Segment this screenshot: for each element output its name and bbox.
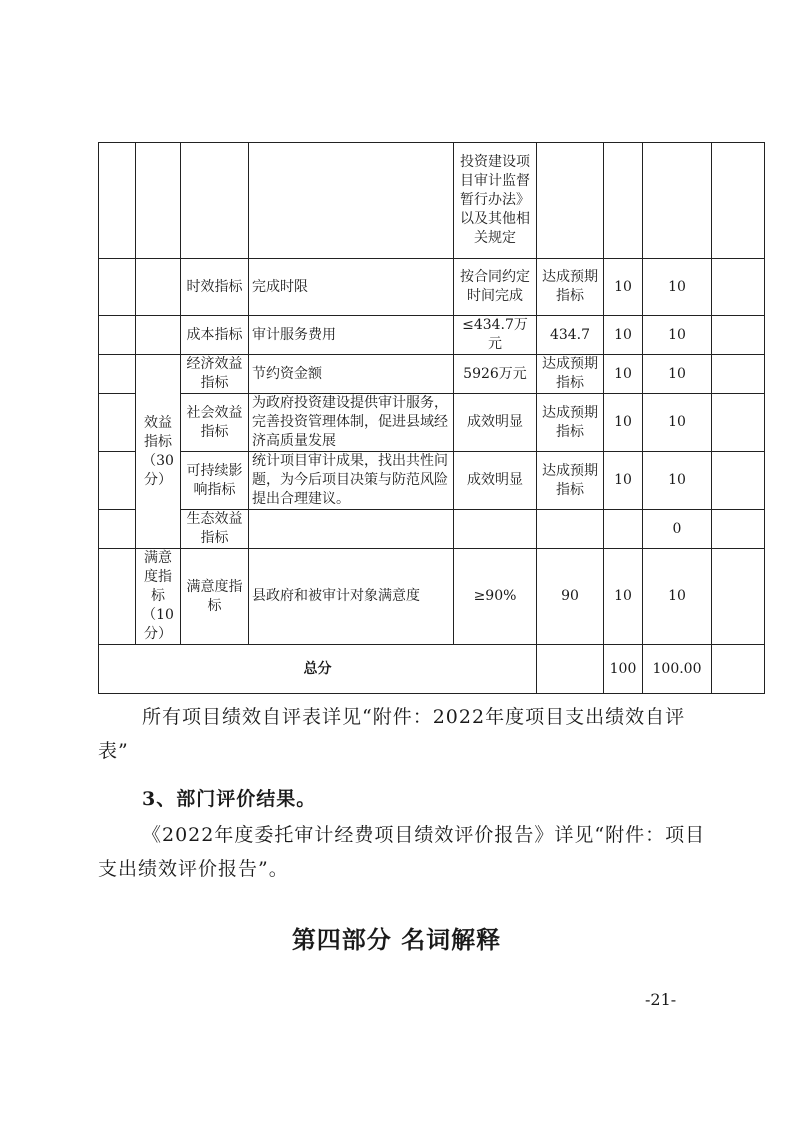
table-row	[99, 549, 765, 645]
total-label: 总分	[99, 645, 537, 694]
target-cell: 5926万元	[454, 355, 537, 394]
weight-cell: 10	[604, 452, 643, 510]
score-cell: 10	[643, 316, 712, 355]
indicator-cell: 社会效益指标	[181, 394, 249, 452]
table-row	[99, 355, 765, 394]
target-cell: 成效明显	[454, 452, 537, 510]
indicator-cell: 时效指标	[181, 259, 249, 316]
indicator-cell: 可持续影响指标	[181, 452, 249, 510]
score-cell: 10	[643, 355, 712, 394]
score-cell: 10	[643, 394, 712, 452]
section-heading: 3、部门评价结果。	[142, 788, 317, 810]
table-row	[99, 259, 765, 316]
indicator-detail-cell: 完成时限	[249, 259, 454, 316]
target-cell: ≤434.7万元	[454, 316, 537, 355]
total-score-cell: 100.00	[643, 645, 712, 694]
table-row	[99, 316, 765, 355]
performance-table	[98, 142, 765, 694]
target-cell: 成效明显	[454, 394, 537, 452]
category-cell: 效益指标（30分）	[136, 355, 181, 549]
indicator-cell: 成本指标	[181, 316, 249, 355]
table-row	[99, 452, 765, 510]
indicator-cell: 经济效益指标	[181, 355, 249, 394]
weight-cell: 10	[604, 549, 643, 645]
score-cell: 10	[643, 452, 712, 510]
score-cell: 10	[643, 549, 712, 645]
actual-cell: 达成预期指标	[537, 452, 604, 510]
page-number: -21-	[645, 990, 677, 1009]
actual-cell: 达成预期指标	[537, 355, 604, 394]
indicator-detail-cell: 节约资金额	[249, 355, 454, 394]
target-cell: ≥90%	[454, 549, 537, 645]
attachment-paragraph: 所有项目绩效自评表详见“附件：2022年度项目支出绩效自评表”	[98, 706, 686, 762]
part-title: 第四部分 名词解释	[291, 925, 502, 954]
indicator-detail-cell: 审计服务费用	[249, 316, 454, 355]
indicator-detail-cell: 县政府和被审计对象满意度	[249, 549, 454, 645]
table-row	[99, 510, 765, 549]
weight-cell: 10	[604, 316, 643, 355]
actual-cell: 达成预期指标	[537, 259, 604, 316]
weight-cell: 10	[604, 394, 643, 452]
evaluation-paragraph: 《2022年度委托审计经费项目绩效评价报告》详见“附件：项目支出绩效评价报告”。	[98, 824, 706, 880]
table-row	[99, 645, 765, 694]
score-cell: 0	[643, 510, 712, 549]
total-weight-cell: 100	[604, 645, 643, 694]
table-row	[99, 394, 765, 452]
actual-cell: 达成预期指标	[537, 394, 604, 452]
standard-cell: 投资建设项目审计监督暂行办法》以及其他相关规定	[454, 143, 537, 259]
weight-cell: 10	[604, 259, 643, 316]
indicator-cell: 满意度指标	[181, 549, 249, 645]
score-cell: 10	[643, 259, 712, 316]
indicator-cell: 生态效益指标	[181, 510, 249, 549]
actual-cell: 90	[537, 549, 604, 645]
indicator-detail-cell: 为政府投资建设提供审计服务，完善投资管理体制，促进县域经济高质量发展	[249, 394, 454, 452]
indicator-detail-cell: 统计项目审计成果，找出共性问题，为今后项目决策与防范风险提出合理建议。	[249, 452, 454, 510]
weight-cell: 10	[604, 355, 643, 394]
actual-cell: 434.7	[537, 316, 604, 355]
category-cell: 满意度指标（10分）	[136, 549, 181, 645]
target-cell: 按合同约定时间完成	[454, 259, 537, 316]
table-row	[99, 143, 765, 259]
